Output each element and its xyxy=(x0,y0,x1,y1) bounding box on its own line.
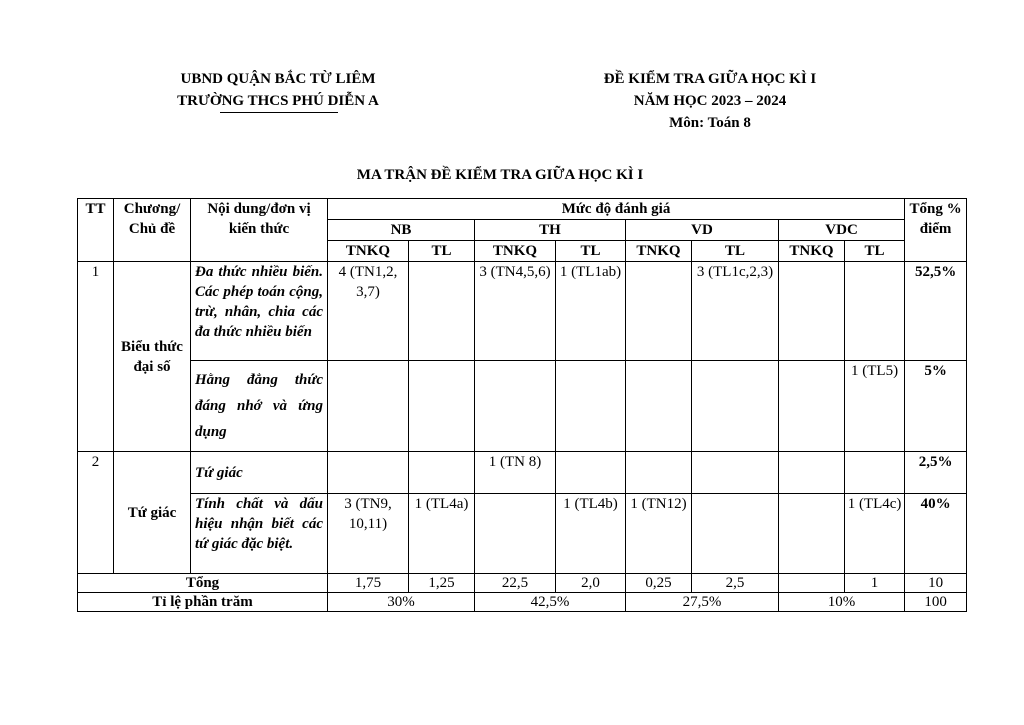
matrix-cell xyxy=(692,494,779,574)
tong-cell xyxy=(779,574,845,593)
percent-row xyxy=(78,593,967,612)
matrix-cell xyxy=(626,262,692,361)
school-header xyxy=(128,68,428,112)
table-row xyxy=(78,452,967,494)
matrix-cell xyxy=(692,452,779,494)
tong-cell: 0,25 xyxy=(626,574,692,593)
matrix-cell xyxy=(779,494,845,574)
tile-cell: 42,5% xyxy=(475,593,626,612)
matrix-cell: 3 (TN4,5,6) xyxy=(475,262,556,361)
chapter-name: Tứ giác xyxy=(114,452,191,574)
sub-tl: TL xyxy=(556,241,626,262)
tong-cell: 1 xyxy=(845,574,905,593)
matrix-cell xyxy=(779,361,845,452)
table-row xyxy=(78,494,967,574)
school-year: NĂM HỌC 2023 – 2024 xyxy=(633,93,787,109)
matrix-cell xyxy=(409,361,475,452)
content-unit: Tính chất và dấu hiệu nhận biết các tứ giác đặc biệt. xyxy=(191,494,328,574)
matrix-cell xyxy=(409,452,475,494)
exam-matrix-table xyxy=(77,198,967,612)
table-row xyxy=(78,361,967,452)
matrix-cell xyxy=(475,494,556,574)
matrix-cell xyxy=(779,262,845,361)
matrix-cell xyxy=(626,361,692,452)
chapter-name: Biểu thức đại số xyxy=(114,262,191,452)
matrix-cell: 1 (TL5) xyxy=(845,361,905,452)
district-name: UBND QUẬN BẮC TỪ LIÊM xyxy=(180,71,376,87)
header-total: Tổng % điểm xyxy=(905,199,967,262)
sub-tnkq: TNKQ xyxy=(779,241,845,262)
sub-tl: TL xyxy=(409,241,475,262)
header-level: Mức độ đánh giá xyxy=(328,199,905,220)
matrix-cell xyxy=(475,361,556,452)
sub-tl: TL xyxy=(845,241,905,262)
matrix-cell xyxy=(845,452,905,494)
level-th: TH xyxy=(475,220,626,241)
row-total: 52,5% xyxy=(905,262,967,361)
exam-header xyxy=(560,68,860,134)
content-unit: Tứ giác xyxy=(191,452,328,494)
tile-total: 100 xyxy=(905,593,967,612)
level-vd: VD xyxy=(626,220,779,241)
matrix-cell xyxy=(626,452,692,494)
sub-tnkq: TNKQ xyxy=(328,241,409,262)
content-unit: Hằng đẳng thức đáng nhớ và ứng dụng xyxy=(191,361,328,452)
row-number: 1 xyxy=(78,262,114,452)
row-number: 2 xyxy=(78,452,114,574)
matrix-title: MA TRẬN ĐỀ KIỂM TRA GIỮA HỌC KÌ I xyxy=(356,167,644,183)
matrix-cell: 1 (TN 8) xyxy=(475,452,556,494)
tong-label: Tổng xyxy=(78,574,328,593)
matrix-cell: 3 (TN9, 10,11) xyxy=(328,494,409,574)
matrix-cell xyxy=(328,452,409,494)
tong-cell: 2,5 xyxy=(692,574,779,593)
header-chapter: Chương/ Chủ đề xyxy=(114,199,191,262)
exam-title: ĐỀ KIỂM TRA GIỮA HỌC KÌ I xyxy=(603,71,817,87)
header-content: Nội dung/đơn vị kiến thức xyxy=(191,199,328,262)
row-total: 5% xyxy=(905,361,967,452)
matrix-cell: 1 (TL4c) xyxy=(845,494,905,574)
matrix-cell: 1 (TL4a) xyxy=(409,494,475,574)
matrix-cell xyxy=(409,262,475,361)
matrix-cell: 1 (TL1ab) xyxy=(556,262,626,361)
matrix-cell: 3 (TL1c,2,3) xyxy=(692,262,779,361)
subject: Môn: Toán 8 xyxy=(669,115,751,131)
level-vdc: VDC xyxy=(779,220,905,241)
matrix-cell: 1 (TL4b) xyxy=(556,494,626,574)
tile-label: Tỉ lệ phần trăm xyxy=(78,593,328,612)
matrix-cell xyxy=(556,452,626,494)
matrix-cell: 4 (TN1,2, 3,7) xyxy=(328,262,409,361)
matrix-cell xyxy=(328,361,409,452)
tong-cell: 1,75 xyxy=(328,574,409,593)
matrix-cell: 1 (TN12) xyxy=(626,494,692,574)
tile-cell: 27,5% xyxy=(626,593,779,612)
sub-tnkq: TNKQ xyxy=(626,241,692,262)
matrix-cell xyxy=(692,361,779,452)
sub-tl: TL xyxy=(692,241,779,262)
header-underline xyxy=(220,112,338,113)
tong-cell: 2,0 xyxy=(556,574,626,593)
header-tt: TT xyxy=(78,199,114,262)
summary-row xyxy=(78,574,967,593)
row-total: 2,5% xyxy=(905,452,967,494)
table-row xyxy=(78,262,967,361)
matrix-cell xyxy=(779,452,845,494)
level-nb: NB xyxy=(328,220,475,241)
matrix-cell xyxy=(845,262,905,361)
row-total: 40% xyxy=(905,494,967,574)
tile-cell: 30% xyxy=(328,593,475,612)
tong-cell: 22,5 xyxy=(475,574,556,593)
tile-cell: 10% xyxy=(779,593,905,612)
tong-cell: 1,25 xyxy=(409,574,475,593)
content-unit: Đa thức nhiều biến. Các phép toán cộng, trừ, nhân, chia các đa thức nhiều biến xyxy=(191,262,328,361)
sub-tnkq: TNKQ xyxy=(475,241,556,262)
matrix-cell xyxy=(556,361,626,452)
school-name: TRƯỜNG THCS PHÚ DIỄN A xyxy=(177,93,379,109)
tong-total: 10 xyxy=(905,574,967,593)
